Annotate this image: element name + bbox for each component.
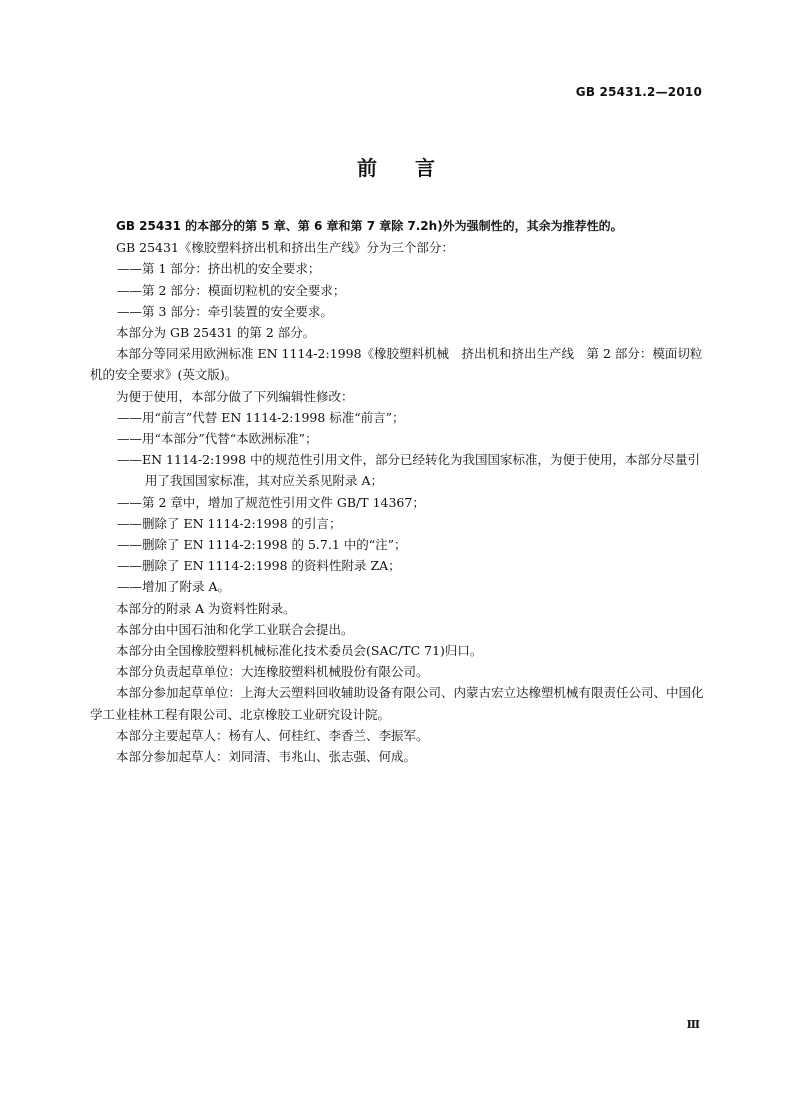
title-char-2: 言	[415, 156, 435, 180]
paragraph: GB 25431《橡胶塑料挤出机和挤出生产线》分为三个部分：	[116, 240, 454, 256]
list-item: ——第 1 部分：挤出机的安全要求；	[117, 261, 321, 277]
paragraph: 本部分由全国橡胶塑料机械标准化技术委员会(SAC/TC 71)归口。	[116, 643, 483, 659]
paragraph: 本部分负责起草单位：大连橡胶塑料机械股份有限公司。	[116, 664, 429, 680]
title-char-1: 前	[357, 156, 377, 180]
paragraph: 为便于使用，本部分做了下列编辑性修改：	[116, 388, 354, 404]
list-item: ——第 3 部分：牵引装置的安全要求。	[117, 303, 333, 319]
list-item: ——第 2 部分：模面切粒机的安全要求；	[117, 282, 346, 298]
paragraph: 本部分为 GB 25431 的第 2 部分。	[116, 325, 316, 341]
paragraph: 本部分主要起草人：杨有人、何桂红、李香兰、李振军。	[116, 727, 429, 743]
list-item: ——用“本部分”代替“本欧洲标准”；	[117, 431, 318, 447]
paragraph: 本部分参加起草人：刘同清、韦兆山、张志强、何成。	[116, 749, 417, 765]
paragraph: 本部分的附录 A 为资料性附录。	[116, 600, 296, 616]
list-item: ——第 2 章中，增加了规范性引用文件 GB/T 14367；	[117, 494, 425, 510]
paragraph: 本部分参加起草单位：上海大云塑料回收辅助设备有限公司、内蒙古宏立达橡塑机械有限责任公司、中国化学工业桂林工程有限公司、北京橡胶工业研究设计院。	[90, 685, 704, 722]
list-item: ——增加了附录 A。	[117, 579, 231, 595]
list-item: ——用“前言”代替 EN 1114-2:1998 标准“前言”；	[117, 409, 405, 425]
list-item: ——删除了 EN 1114-2:1998 的引言；	[117, 515, 342, 531]
standard-number: GB 25431.2—2010	[575, 85, 702, 99]
page-title	[0, 152, 792, 181]
list-item: ——删除了 EN 1114-2:1998 的 5.7.1 中的“注”；	[117, 537, 407, 553]
foreword-body	[90, 216, 704, 767]
paragraph: GB 25431 的本部分的第 5 章、第 6 章和第 7 章除 7.2h)外为强制性的，其余为推荐性的。	[116, 219, 623, 233]
list-item: ——删除了 EN 1114-2:1998 的资料性附录 ZA；	[117, 558, 401, 574]
page-number: Ⅲ	[686, 1018, 700, 1031]
paragraph: 本部分由中国石油和化学工业联合会提出。	[116, 621, 354, 637]
paragraph: 本部分等同采用欧洲标准 EN 1114-2:1998《橡胶塑料机械 挤出机和挤出生产线 第 2 部分：模面切粒机的安全要求》(英文版)。	[90, 346, 703, 383]
list-item: ——EN 1114-2:1998 中的规范性引用文件，部分已经转化为我国国家标准，为便于使用，本部分尽量引用了我国国家标准，其对应关系见附录 A；	[117, 452, 701, 489]
